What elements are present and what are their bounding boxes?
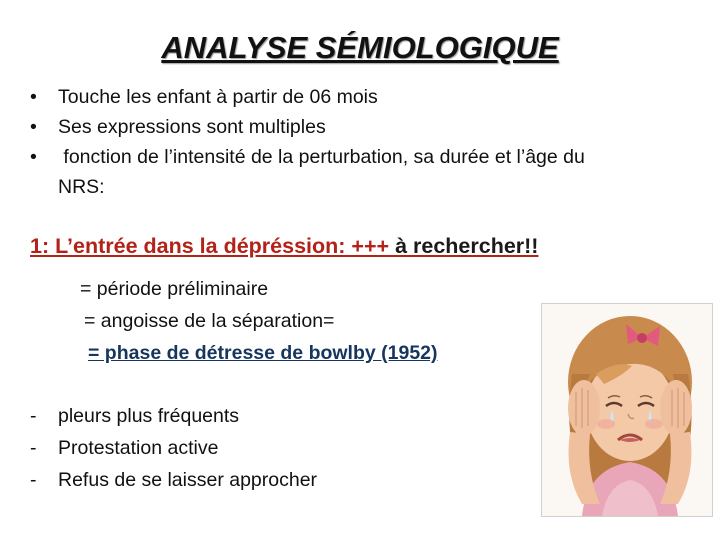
bullet-text: Ses expressions sont multiples [58, 116, 326, 138]
definition-line: = période préliminaire [80, 278, 269, 300]
signs-list [30, 400, 317, 496]
dash-marker: - [30, 437, 37, 459]
sign-item [30, 464, 317, 496]
bullet-marker: • [30, 116, 37, 138]
definition-line-highlight: = phase de détresse de bowlby (1952) [88, 342, 438, 364]
sign-text: Protestation active [58, 437, 219, 459]
section-heading-dark: à rechercher!! [395, 234, 539, 258]
bullet-marker: • [30, 146, 37, 168]
section-heading-colored: 1: L’entrée dans la dépréssion: +++ [30, 234, 396, 258]
crying-child-photo [541, 303, 713, 517]
sign-item [30, 432, 317, 464]
bullet-text-continuation: NRS: [58, 176, 105, 198]
bullet-item [30, 142, 690, 202]
bullet-text: fonction de l’intensité de la perturbation, sa durée et l’âge du [58, 146, 585, 168]
sign-item [30, 400, 317, 432]
bullet-item [30, 112, 690, 142]
bullet-list [30, 82, 690, 202]
section-heading [30, 234, 538, 259]
bullet-marker: • [30, 86, 37, 108]
bullet-item [30, 82, 690, 112]
definition-line: = angoisse de la séparation= [84, 310, 335, 332]
sign-text: pleurs plus fréquents [58, 405, 240, 427]
bullet-text: Touche les enfant à partir de 06 mois [58, 86, 378, 108]
dash-marker: - [30, 405, 37, 427]
slide-title: ANALYSE SÉMIOLOGIQUE [161, 30, 559, 65]
dash-marker: - [30, 469, 37, 491]
sign-text: Refus de se laisser approcher [58, 469, 318, 491]
crying-child-illustration [542, 304, 712, 516]
